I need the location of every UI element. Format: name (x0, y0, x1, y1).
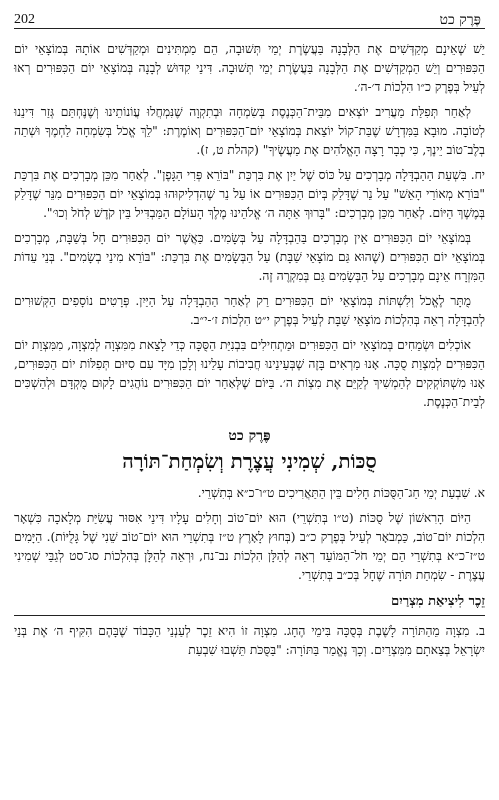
header-rule (14, 28, 485, 29)
chapter-title: סֻכּוֹת, שְׁמִינִי עֲצֶרֶת וְשִׂמְחַת־תּוֹרָה (122, 449, 377, 473)
section-b-paragraph: ב. מִצְוָה מֵהַתּוֹרָה לָשֶׁבֶת בְּסֻכָּה בִּימֵי הֶחָג. מִצְוָה זוֹ הִיא זֵכֶר לְעַנְנֵי הַכָּבוֹד שֶׁבָּהֶם הִקִּיף ה׳ אֶת בְּנֵי יִשְׂרָאֵל בְּצֵאתָם מִמִּצְרַיִם. וְכָךְ נֶאֱמַר בַּתּוֹרָה: "בַּסֻּכֹּת תֵּשְׁבוּ שִׁבְעַת (14, 624, 485, 657)
section-rule (14, 615, 485, 616)
page-header (14, 8, 485, 34)
paragraph-5: מֻתָּר לֶאֱכֹל וְלִשְׁתּוֹת בְּמוֹצָאֵי יוֹם הַכִּפּוּרִים רַק לְאַחַר הַהַבְדָּלָה עַל הַיַּיִן. פְּרָטִים נוֹסָפִים הַקְּשׁוּרִים לְהַבְדָּלָה רְאֵה בְּהִלְכוֹת מוֹצָאֵי שַׁבָּת לְעֵיל בְּפֶרֶק י״ט הִלְכוֹת ז׳-י״ב. (14, 294, 485, 327)
paragraph-6: אוֹכְלִים וּשְׂמֵחִים בְּמוֹצָאֵי יוֹם הַכִּפּוּרִים וּמַתְחִילִים בִּבְנִיַּת הַסֻּכָּה כְּדֵי לָצֵאת מִמִּצְוָה לְמִצְוָה, מִמִּצְוַת יוֹם הַכִּפּוּרִים לְמִצְוַת סֻכָּה. אָנוּ מַרְאִים בָּזֶה שֶׁבְּעֵינֵינוּ חֲבִיבוֹת עָלֵינוּ וְלָכֵן מִיָּד עִם סִיּוּם תְּפִלּוֹת יוֹם הַכִּפּוּרִים, אָנוּ מִשְׁתּוֹקְקִים לְהַמְשִׁיךְ לְקַיֵּם אֶת מִצְוֹת ה׳. בַּיּוֹם שֶׁלְּאַחַר יוֹם הַכִּפּוּרִים נוֹהֲגִים לָקוּם מֻקְדָּם וּלְהַשְׁכִּים לְבֵית־הַכְּנֶסֶת. (14, 338, 485, 409)
chapter-title-block (14, 428, 485, 474)
page-number: 202 (14, 12, 35, 27)
paragraph-18: יח. בִּשְׁעַת הַהַבְדָּלָה מְבָרְכִים עַל כּוֹס שֶׁל יַיִן אֶת בִּרְכַּת "בּוֹרֵא פְּרִי הַגָּפֶן". לְאַחַר מִכֵּן מְבָרְכִים אֶת בִּרְכַּת "בּוֹרֵא מְאוֹרֵי הָאֵשׁ" עַל נֵר שֶׁדָּלַק בְּיוֹם הַכִּפּוּרִים אוֹ עַל נֵר שֶׁהִדְלִיקוּהוּ בְּמוֹצָאֵי יוֹם הַכִּפּוּרִים מִנֵּר שֶׁדָּלַק בְּמֶשֶׁךְ הַיּוֹם. לְאַחַר מִכֵּן מְבָרְכִים: "בָּרוּךְ אַתָּה ה׳ אֱלֹהֵינוּ מֶלֶךְ הָעוֹלָם הַמַּבְדִּיל בֵּין קֹדֶשׁ לְחֹל וְכוּ׳". (14, 168, 485, 220)
chapter-number: פֶּרֶק כט (228, 428, 271, 444)
paragraph-1: יֵשׁ שֶׁאֵינָם מְקַדְּשִׁים אֶת הַלְּבָנָה בַּעֲשֶׂרֶת יְמֵי תְּשׁוּבָה, הֵם מַמְתִּינִים וּמְקַדְּשִׁים אוֹתָהּ בְּמוֹצָאֵי יוֹם הַכִּפּוּרִים וְיֵשׁ הַמְקַדְּשִׁים אֶת הַלְּבָנָה בַּעֲשֶׂרֶת יְמֵי תְּשׁוּבָה. דִּינֵי קִדּוּשׁ לְבָנָה בְּמוֹצָאֵי יוֹם הַכִּפּוּרִים רְאוּ לְעֵיל בְּפֶרֶק כ״ו הִלְכוֹת ד׳-ה׳. (14, 42, 485, 94)
running-chapter-title: פֶּרֶק כט (439, 12, 481, 28)
section-a-heading: א. שִׁבְעַת יְמֵי חַג־הַסֻּכּוֹת חָלִים בֵּין הַתַּאֲרִיכִים ט״ו־כ״א בְּתִשְׁרֵי. (197, 486, 485, 500)
section-a-paragraph: הַיּוֹם הָרִאשׁוֹן שֶׁל סֻכּוֹת (ט״ו בְּתִשְׁרֵי) הוּא יוֹם־טוֹב וְחָלִים עָלָיו דִּינֵי אִסּוּר עֲשִׂיַּת מְלָאכָה כִּשְׁאָר הִלְכוֹת יוֹם־טוֹב, כַּמְבֹאָר לְעֵיל בְּפֶרֶק כ״ב (בְּחוּץ לָאָרֶץ ט״ז בְּתִשְׁרֵי הוּא יוֹם־טוֹב שֵׁנִי שֶׁל גָּלֻיּוֹת). הַיָּמִים ט״ז־כ״א בְּתִשְׁרֵי הֵם יְמֵי חֹל־הַמּוֹעֵד רְאֵה לְהַלָּן הִלְכוֹת נב־נח, וּרְאֵה לְהַלָּן בְּהִלְכוֹת סג־סט לְגַבֵּי שְׁמִינִי עֲצֶרֶת - שִׂמְחַת תּוֹרָה שֶׁחָל בְּכ״ב בְּתִשְׁרֵי. (14, 511, 485, 582)
paragraph-2: לְאַחַר תְּפִלַּת מַעֲרִיב יוֹצְאִים מִבֵּית־הַכְּנֶסֶת בְּשִׂמְחָה וּבְתִקְוָה שֶׁנִּמְחֲלוּ עֲוֹנוֹתֵינוּ וְשֶׁנֶּחְתַּם גְּזַר דִּינֵנוּ לְטוֹבָה. מוּבָא בַּמִּדְרָשׁ שֶׁבַּת־קוֹל יוֹצֵאת בְּמוֹצָאֵי יוֹם־הַכִּפּוּרִים וְאוֹמֶרֶת: "לֵךְ אֱכֹל בְּשִׂמְחָה לַחְמֶךָ וּשְׁתֵה בְלֶב־טוֹב יֵינֶךָ, כִּי כְבָר רָצָה הָאֱלֹהִים אֶת מַעֲשֶׂיךָ" (קהלת ט, ז). (14, 105, 485, 157)
page-body (14, 40, 485, 800)
paragraph-4: בְּמוֹצָאֵי יוֹם הַכִּפּוּרִים אֵין מְבָרְכִים בַּהַבְדָּלָה עַל בְּשָׂמִים. כַּאֲשֶׁר יוֹם הַכִּפּוּרִים חָל בְּשַׁבָּת, מְבָרְכִים בְּמוֹצָאֵי יוֹם הַכִּפּוּרִים (שֶׁהוּא גַּם מוֹצָאֵי שַׁבָּת) עַל הַבְּשָׂמִים אֶת בִּרְכַּת: "בּוֹרֵא מִינֵי בְשָׂמִים". בְּנֵי עֵדוֹת הַמִּזְרָח אֵינָם מְבָרְכִים עַל הַבְּשָׂמִים גַּם בְּמִקְרֶה זֶה. (14, 231, 485, 283)
section-heading: זֵכֶר לִיצִיאַת מִצְרַיִם (391, 594, 485, 609)
